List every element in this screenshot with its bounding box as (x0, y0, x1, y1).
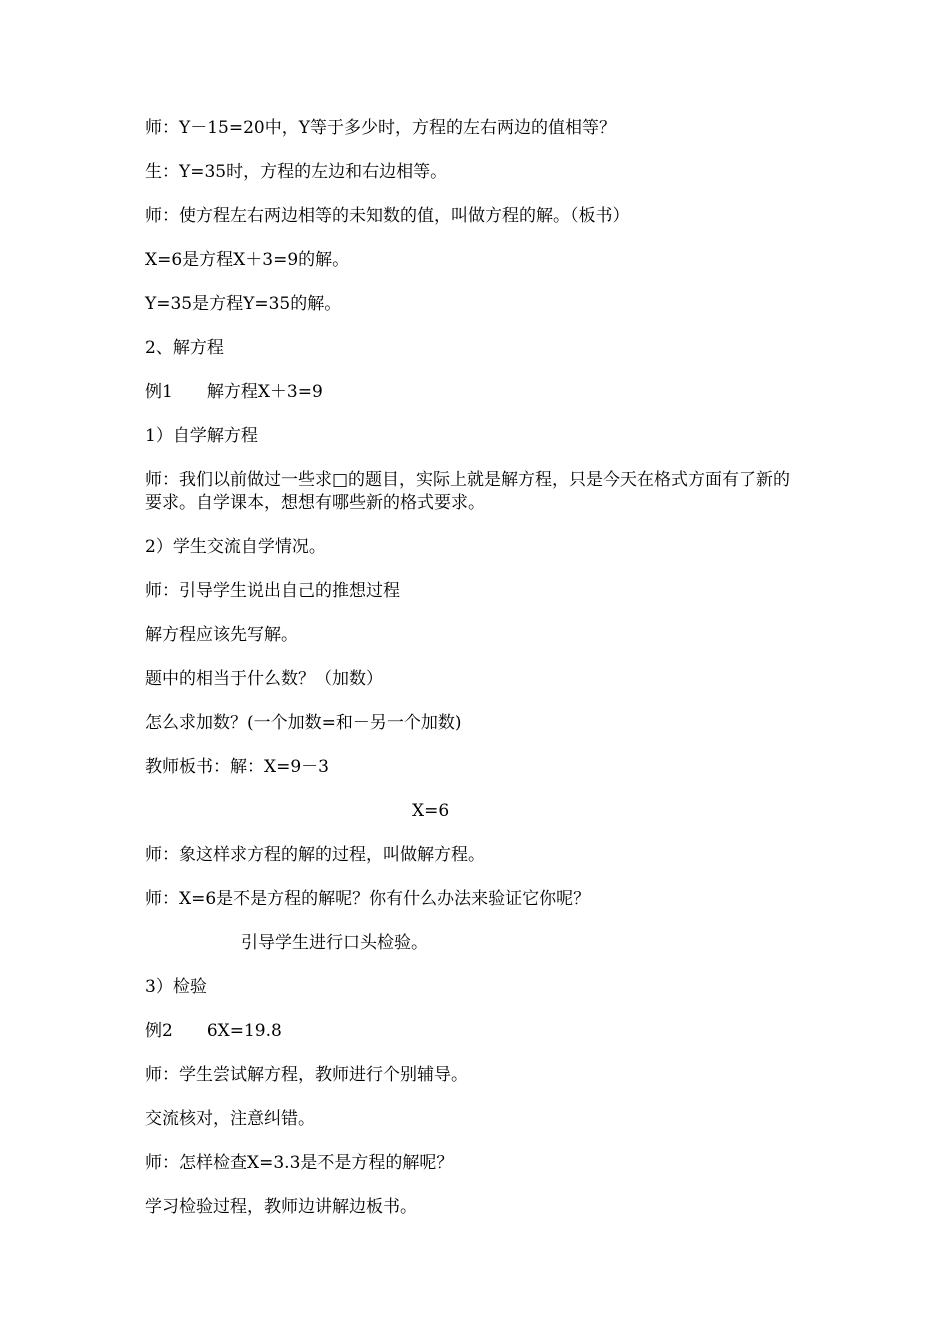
text-line: 学习检验过程，教师边讲解边板书。 (145, 1197, 417, 1217)
text-paragraph: 师：我们以前做过一些求□的题目，实际上就是解方程，只是今天在格式方面有了新的要求。自学课本，想想有哪些新的格式要求。 (145, 470, 791, 513)
text-line: X=6是方程X＋3=9的解。 (145, 250, 350, 270)
example-heading: 例1 解方程X＋3=9 (145, 382, 323, 402)
text-line: 交流核对，注意纠错。 (145, 1109, 315, 1129)
text-line: 题中的相当于什么数？（加数） (145, 669, 383, 689)
section-heading: 2、解方程 (145, 338, 224, 358)
text-line: Y=35是方程Y=35的解。 (145, 294, 342, 314)
text-line: 师：学生尝试解方程，教师进行个别辅导。 (145, 1065, 468, 1085)
text-line: 师：使方程左右两边相等的未知数的值，叫做方程的解。（板书） (145, 206, 630, 226)
text-line: 师：引导学生说出自己的推想过程 (145, 581, 400, 601)
text-line: 生：Y=35时，方程的左边和右边相等。 (145, 162, 448, 182)
text-line: 师：Y－15=20中，Y等于多少时，方程的左右两边的值相等？ (145, 118, 616, 138)
example-heading: 例2 6X=19.8 (145, 1021, 282, 1041)
step-heading: 3）检验 (145, 977, 207, 997)
text-line: 师：X=6是不是方程的解呢？你有什么办法来验证它你呢？ (145, 889, 591, 909)
board-writing-result: X=6 (412, 801, 450, 821)
text-line: 解方程应该先写解。 (145, 625, 298, 645)
board-writing: 教师板书：解：X=9－3 (145, 757, 329, 777)
step-heading: 2）学生交流自学情况。 (145, 537, 326, 557)
text-line-indented: 引导学生进行口头检验。 (241, 933, 428, 953)
step-heading: 1）自学解方程 (145, 426, 258, 446)
text-line: 师：怎样检查X=3.3是不是方程的解呢？ (145, 1153, 454, 1173)
text-line: 师：象这样求方程的解的过程，叫做解方程。 (145, 845, 485, 865)
text-line: 怎么求加数？(一个加数=和－另一个加数) (145, 713, 462, 733)
